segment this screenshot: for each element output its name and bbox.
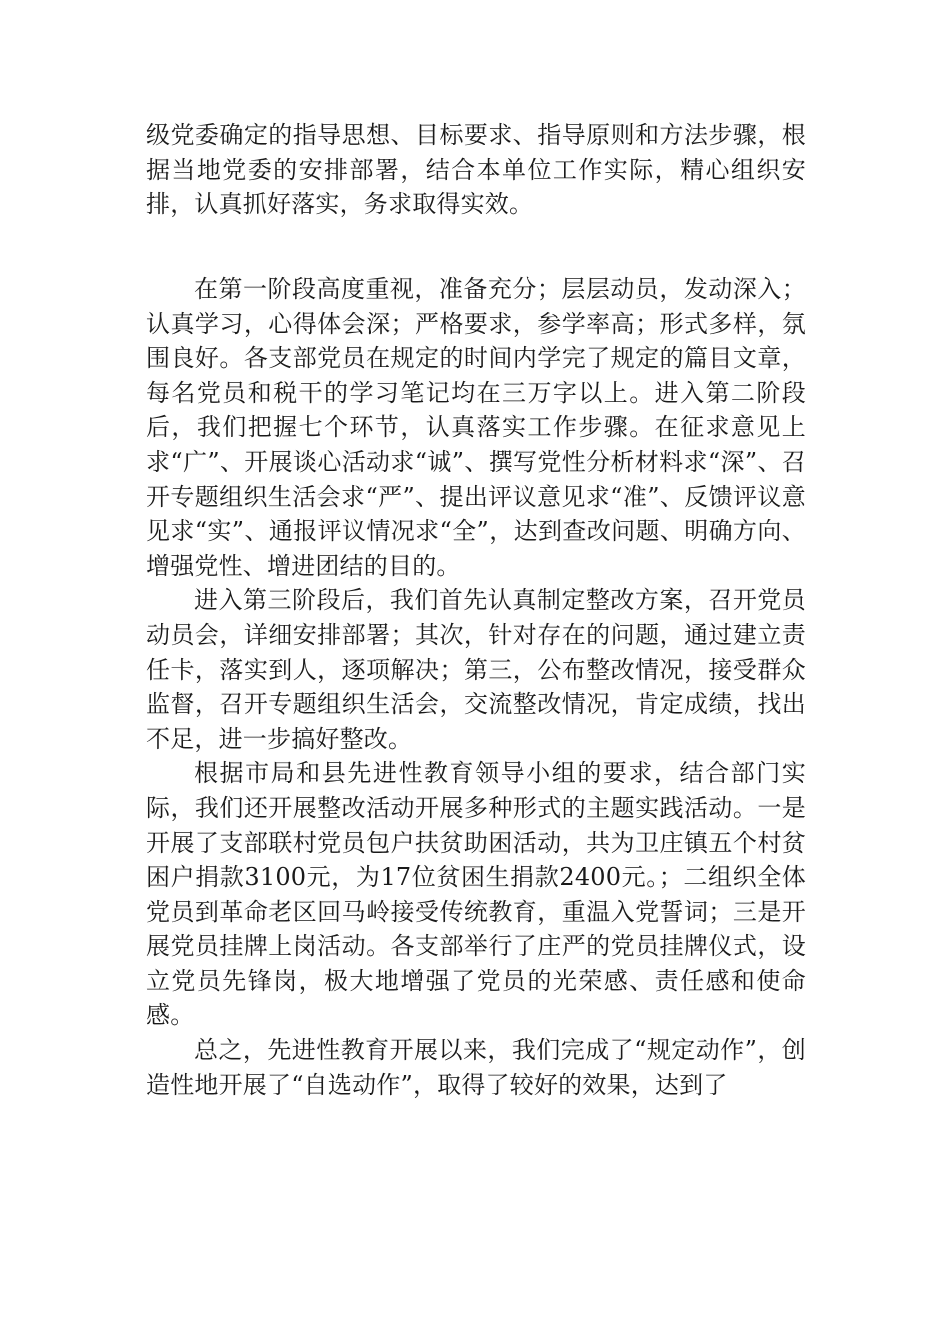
text-block-top — [146, 118, 806, 222]
paragraph-summary: 总之，先进性教育开展以来，我们完成了“规定动作”，创造性地开展了“自选动作”，取得了较好的效果，达到了 — [146, 1036, 806, 1099]
paragraph-continuation: 级党委确定的指导思想、目标要求、指导原则和方法步骤，根据当地党委的安排部署，结合本单位工作实际，精心组织安排，认真抓好落实，务求取得实效。 — [146, 121, 806, 219]
paragraph-stage-one-two: 在第一阶段高度重视，准备充分；层层动员，发动深入；认真学习，心得体会深；严格要求，参学率高；形式多样，氛围良好。各支部党员在规定的时间内学完了规定的篇目文章，每名党员和税干的学习笔记均在三万字以上。进入第二阶段后，我们把握七个环节，认真落实工作步骤。在征求意见上求“广”、开展谈心活动求“诚”、撰写党性分析材料求“深”、召开专题组织生活会求“严”、提出评议意见求“准”、反馈评议意见求“实”、通报评议情况求“全”，达到查改问题、明确方向、增强党性、增进团结的目的。 — [146, 275, 806, 580]
paragraph-stage-three: 进入第三阶段后，我们首先认真制定整改方案，召开党员动员会，详细安排部署；其次，针对存在的问题，通过建立责任卡，落实到人，逐项解决；第三，公布整改情况，接受群众监督，召开专题组织生活会，交流整改情况，肯定成绩，找出不足，进一步搞好整改。 — [146, 586, 806, 753]
paragraph-practice-activities: 根据市局和县先进性教育领导小组的要求，结合部门实际，我们还开展整改活动开展多种形式的主题实践活动。一是开展了支部联村党员包户扶贫助困活动，共为卫庄镇五个村贫困户捐款3100元，为17位贫困生捐款2400元。；二组织全体党员到革命老区回马岭接受传统教育，重温入党誓词；三是开展党员挂牌上岗活动。各支部举行了庄严的党员挂牌仪式，设立党员先锋岗，极大地增强了党员的光荣感、责任感和使命感。 — [146, 759, 806, 1030]
text-block-main — [146, 272, 806, 1102]
